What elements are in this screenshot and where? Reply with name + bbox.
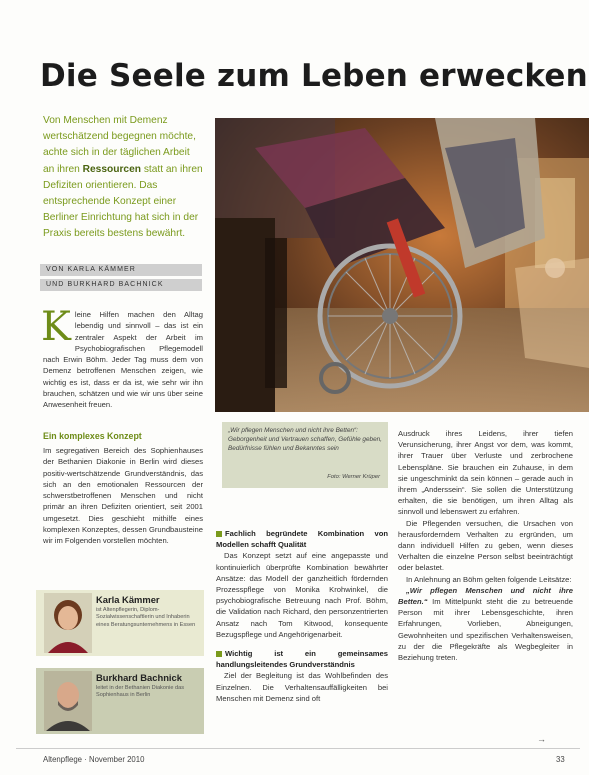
author-card-burkhard bbox=[36, 668, 204, 734]
byline-line-1: VON KARLA KÄMMER bbox=[40, 264, 202, 276]
bullet-square-icon bbox=[216, 651, 222, 657]
column-3 bbox=[398, 428, 573, 663]
author-bio: ist Altenpflegerin, Diplom-Sozialwissenschaftlerin und Inhaberin eines Beratungsunternehmens in Essen bbox=[96, 607, 196, 628]
column-2-para-1: Das Konzept setzt auf eine angepasste und kontinuierlich überprüfte Kombination bewährter Ansätze: das Modell der ganzheitlich fördernden Prozesspflege von Monika Krohwinkel, die psychobiografische Betreuung nach Prof. Böhm, die Validation nach Richard, den personzentrierten Ansatz nach Tom Kitwood, konsequente Bezugspflege und Angehörigenarbeit. bbox=[216, 551, 388, 639]
page-number: 33 bbox=[556, 755, 565, 764]
principle-quote: „Wir pflegen Menschen und nicht ihre Betten.“ bbox=[398, 585, 573, 607]
lead-paragraph bbox=[41, 304, 203, 411]
avatar bbox=[44, 671, 92, 731]
caption-text: „Wir pflegen Menschen und nicht ihre Betten“: Geborgenheit und Vertrauen schaffen, Gefühle geben, Bedürfnisse fühlen und Bekanntes sein bbox=[228, 427, 382, 452]
column-2 bbox=[216, 528, 388, 704]
photo-illustration bbox=[215, 118, 589, 412]
subheading-combination-text: Fachlich begründete Kombination von Modellen schafft Qualität bbox=[216, 529, 388, 550]
footer-publication: Altenpflege · November 2010 bbox=[43, 755, 145, 764]
footer-divider bbox=[16, 748, 580, 749]
intro-bold-word: Ressourcen bbox=[82, 163, 141, 175]
photo-caption bbox=[222, 422, 388, 488]
bullet-square-icon bbox=[216, 531, 222, 537]
intro-text-1: Von Menschen mit Demenz wertschätzend begegnen möchte, achte sich in der täglichen Arbeit an ihren bbox=[43, 115, 196, 175]
column-3-para-3: In Anlehnung an Böhm gelten folgende Leitsätze: bbox=[406, 574, 572, 584]
lead-text: leine Hilfen machen den Alltag lebendig und sinnvoll – das ist ein zentraler Aspekt der Arbeit im Psychobiografischen Pflegemodell nach Erwin Böhm. Jeder Tag muss dem von Demenz betroffenen Menschen zeigen, wie wichtig es ist, dass er da ist, wie sehr wir ihn brauchen, schätzen und wie wir uns über seine Anwesenheit freuen. bbox=[43, 310, 203, 410]
intro-paragraph bbox=[43, 113, 203, 243]
author-bio: leitet in der Bethanien Diakonie das Sophienhaus in Berlin bbox=[96, 685, 185, 699]
subheading-concept: Ein komplexes Konzept bbox=[43, 431, 142, 441]
byline-line-2: UND BURKHARD BACHNICK bbox=[40, 279, 202, 291]
page-title: Die Seele zum Leben erwecken bbox=[40, 58, 588, 94]
subheading-understanding-text: Wichtig ist ein gemeinsames handlungsleitendes Grundverständnis bbox=[216, 649, 388, 670]
column-3-para-1: Ausdruck ihres Leidens, ihrer tiefen Verunsicherung, ihrer Angst vor dem, was kommt, ihrer Trauer über Verluste und zerbrochene Lebenspläne. Sie brauchen ein Zuhause, in dem sie ungeschminkt da sein können – gerade auch in ihrem „Anderssein“. Sie sollen die Unterstützung erhalten, die sie benötigen, um ihren Alltag als sinnvoll und lebenswert zu erfahren. bbox=[398, 429, 573, 517]
byline bbox=[40, 264, 202, 294]
subheading-understanding bbox=[216, 648, 388, 670]
column-2-para-2: Ziel der Begleitung ist das Wohlbefinden des Einzelnen. Die Verhaltensauffälligkeiten bei Menschen mit Demenz sind oft bbox=[216, 671, 388, 703]
column-3-para-2: Die Pflegenden versuchen, die Ursachen von herausforderndem Verhalten zu ergründen, um dann individuell Hilfen zu geben, wenn dieses Verhalten die einzelne Person selbst beeinträchtigt oder belastet. bbox=[398, 518, 573, 573]
column-1-text: Im segregativen Bereich des Sophienhauses der Bethanien Diakonie in Berlin wird dieses positiv-wertschätzende Grundverständnis, das sich an den emotionalen Ressourcen der schwerstbetroffenen Menschen und nicht primär an ihren Defiziten orientiert, seit 2001 umgesetzt. Dies geschieht mithilfe eines komplexen Konzeptes, dessen Grundbausteine wir im Folgenden vorstellen möchten. bbox=[43, 446, 203, 546]
column-3-para-4-text: Im Mittelpunkt steht die zu betreuende Person mit ihrer Lebensgeschichte, ihren Erfahrungen, Vorlieben, Abneigungen, Gewohnheiten und spezifischen Verhaltensweisen, zu der die Pflegekräfte als Wegbegleiter in Beziehung treten. bbox=[398, 597, 573, 663]
subheading-combination bbox=[216, 528, 388, 550]
avatar bbox=[44, 593, 92, 653]
intro-text-2: statt an ihren Defiziten orientieren. Das entsprechende Konzept einer Berliner Einrichtung hat sich in der Praxis bereits bestens bewährt. bbox=[43, 163, 203, 240]
author-card-karla bbox=[36, 590, 204, 656]
drop-cap: K bbox=[41, 304, 71, 350]
author-name: Karla Kämmer bbox=[96, 594, 160, 605]
continue-arrow-icon: → bbox=[537, 734, 546, 744]
wheelchair-photo bbox=[215, 118, 589, 412]
author-name: Burkhard Bachnick bbox=[96, 672, 182, 683]
column-3-para-4 bbox=[398, 585, 573, 663]
photo-credit: Foto: Werner Krüper bbox=[327, 474, 380, 480]
